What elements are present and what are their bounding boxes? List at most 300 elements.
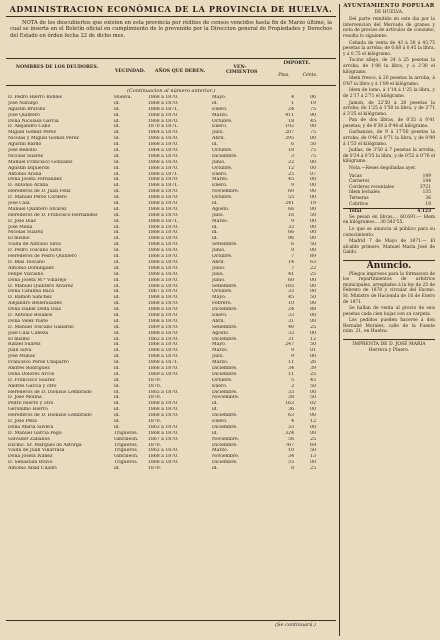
vecindad: id. — [114, 330, 120, 336]
vecindad: id. — [114, 183, 120, 189]
amount-ptas: 4 — [291, 418, 294, 424]
amount-cts: 00 — [310, 318, 316, 324]
slaughter-value: 3721 — [419, 184, 431, 190]
debtor-name: Nicolás Suarez — [8, 230, 44, 236]
debtor-name: Francisco Perez Chaparro — [8, 360, 69, 366]
due-month: id. — [212, 224, 218, 230]
debtor-name: Salvador Zaballos — [8, 436, 50, 442]
years-owed: 1870. — [148, 466, 162, 472]
due-month: Mayo. — [212, 295, 227, 301]
amount-ptas: 2 — [291, 383, 294, 389]
debtor-name: D. Manuel Perez Cordero — [8, 195, 67, 201]
vecindad: id. — [114, 295, 120, 301]
vecindad: id. — [114, 395, 120, 401]
slaughter-value: 144 — [422, 179, 431, 185]
years-owed: 1866 á 1870. — [148, 342, 179, 348]
amount-ptas: 38 — [288, 395, 294, 401]
amount-cts: 00 — [310, 389, 316, 395]
debtor-name: D. José Molina — [8, 395, 42, 401]
amount-ptas: 241 — [285, 201, 294, 207]
years-owed: 1868 á 1870. — [148, 153, 179, 159]
years-owed: 1868 á 1870. — [148, 206, 179, 212]
due-month: Marzo. — [212, 112, 229, 118]
amount-ptas: 9 — [291, 183, 294, 189]
years-owed: 1868 á 1870. — [148, 259, 179, 265]
vecindad: id. — [114, 277, 120, 283]
due-month: Agosto. — [212, 206, 230, 212]
anuncio-body — [343, 272, 435, 336]
years-owed: 1868 á 1870. — [148, 201, 179, 207]
years-owed: 1868 á 1870. — [148, 177, 179, 183]
vecindad: id. — [114, 283, 120, 289]
amount-cts: 00 — [310, 460, 316, 466]
vecindad: id. — [114, 354, 120, 360]
debtor-name: Doña Josefa Fernandez — [8, 177, 62, 183]
printer-footer: IMPRENTA DE D. JOSÉ MARÍA Herrera y Pinero. — [343, 339, 435, 353]
amount-ptas: 16 — [288, 212, 294, 218]
vecindad: id. — [114, 177, 120, 183]
amount-ptas: 6 — [291, 242, 294, 248]
due-month: Enero. — [212, 106, 228, 112]
vecindad: id. — [114, 189, 120, 195]
years-owed: 1869 á 1870. — [148, 324, 179, 330]
intro-paragraph: NOTA de los descubiertos que existen en esta provincia por réditos de censos vencidos hasta fin de Marzo último, la cual se inserta en el Boletín oficial en cumplimiento de lo prevenido por la Direccion general de Propiedades y Derechos del Estado en órden fecha 22 de dicho mes. — [10, 20, 332, 39]
amount-cts: 00 — [310, 124, 316, 130]
debtor-name: D. José Diaz — [8, 218, 36, 224]
amount-cts: 00 — [310, 312, 316, 318]
years-owed: 1866 á 1870. — [148, 136, 179, 142]
amount-cts: 00 — [310, 195, 316, 201]
amount-cts: 75 — [310, 148, 316, 154]
years-owed: 1868 á 1870. — [148, 401, 179, 407]
debtor-name: José Quintero — [8, 112, 40, 118]
amount-ptas: 60 — [288, 277, 294, 283]
amount-ptas: 18 — [288, 148, 294, 154]
amount-ptas: 33 — [288, 289, 294, 295]
amount-ptas: 7 — [291, 265, 294, 271]
years-owed: 1868 á 1870. — [148, 265, 179, 271]
due-month: Octubre. — [212, 254, 233, 260]
amount-ptas: 163 — [285, 401, 294, 407]
years-owed: 1869 á 1870. — [148, 371, 179, 377]
amount-ptas: 96 — [288, 236, 294, 242]
debtor-name: Doña Catalina Baca — [8, 289, 54, 295]
vecindad: Trigueros. — [114, 460, 139, 466]
amount-ptas: 33 — [288, 224, 294, 230]
amount-ptas: 767 — [285, 442, 294, 448]
slaughter-label: Cabritos — [349, 201, 368, 207]
due-month: Setiembre. — [212, 242, 238, 248]
years-owed: 1868 á 1870. — [148, 330, 179, 336]
amount-cts: 25 — [310, 324, 316, 330]
vecindad: id. — [114, 171, 120, 177]
amount-cts: 12 — [310, 336, 316, 342]
amount-cts: 00 — [310, 230, 316, 236]
vecindad: id. — [114, 254, 120, 260]
due-month: id. — [212, 466, 218, 472]
vecindad: id. — [114, 318, 120, 324]
due-month: Noviembre. — [212, 189, 240, 195]
amount-ptas: 31 — [288, 336, 294, 342]
vecindad: id. — [114, 324, 120, 330]
vecindad: Trigueros. — [114, 448, 139, 454]
debtor-name: Doña Velez Yuste — [8, 318, 48, 324]
due-month: id. — [212, 407, 218, 413]
amount-cts: 00 — [310, 177, 316, 183]
amount-cts: 25 — [310, 466, 316, 472]
vecindad: id. — [114, 424, 120, 430]
debtor-name: Rafael Suarez — [8, 342, 41, 348]
years-owed: 1868 á 1870. — [148, 165, 179, 171]
due-month: Enero. — [212, 171, 228, 177]
amount-cts: 89 — [310, 254, 316, 260]
due-month: Mayo. — [212, 342, 227, 348]
debtor-name: Doña Nicolasa Garcia — [8, 118, 59, 124]
due-month: Setiembre. — [212, 324, 238, 330]
due-month: Diciembre. — [212, 371, 238, 377]
years-owed: 1863 á 1870. — [148, 424, 179, 430]
amount-cts: 75 — [310, 130, 316, 136]
debtor-name: D. Manuel Quintero Alvarez — [8, 283, 74, 289]
amount-cts: 00 — [310, 277, 316, 283]
debtor-name: D. Alejandro Cano — [8, 124, 51, 130]
table-row — [6, 466, 336, 472]
debtor-name: José Cala — [8, 201, 30, 207]
due-month: Octubre. — [212, 289, 233, 295]
vecindad: id. — [114, 106, 120, 112]
debtor-name: Andrés Rodriguez — [8, 365, 50, 371]
vecindad: id. — [114, 265, 120, 271]
amount-cts: 39 — [310, 365, 316, 371]
amount-cts: 13 — [310, 454, 316, 460]
years-owed: 1868 á 1870. — [148, 242, 179, 248]
amount-ptas: 9 — [291, 348, 294, 354]
sidebar-column — [343, 4, 435, 353]
debtor-name: José Cala Cabeza — [8, 330, 49, 336]
amount-cts: 50 — [310, 342, 316, 348]
amount-cts: 06 — [310, 95, 316, 100]
amount-cts: 01 — [310, 348, 316, 354]
due-month: Julio. — [212, 354, 224, 360]
debtor-name: José Muñoz — [8, 354, 35, 360]
due-month: Abril. — [212, 136, 225, 142]
years-owed: 1868 á 1870. — [148, 454, 179, 460]
due-month: Abril. — [212, 318, 225, 324]
amount-ptas: 33 — [288, 312, 294, 318]
amount-cts: 00 — [310, 407, 316, 413]
debtor-name: D. Manuel Toscano Gallardo — [8, 324, 74, 330]
vecindad: id. — [114, 242, 120, 248]
debtor-name: Agustin Bravillo — [8, 106, 46, 112]
vecindad: Trigueros. — [114, 442, 139, 448]
slaughter-label: Idem lechales — [349, 190, 380, 196]
due-month: Junio. — [212, 248, 226, 254]
due-month: Marzo. — [212, 218, 229, 224]
vecindad: id. — [114, 401, 120, 407]
amount-cts: 00 — [310, 136, 316, 142]
slaughter-label: Corderos recentales — [349, 184, 395, 190]
debtor-name: Doña María Silvera — [8, 424, 54, 430]
debtor-name: D. Pedro Hierro Robles — [8, 95, 62, 100]
years-owed: 1868 á 1870. — [148, 301, 179, 307]
due-month: Setiembre. — [212, 283, 238, 289]
debtor-name: D. Antonio Arana — [8, 183, 48, 189]
amount-cts: 50 — [310, 212, 316, 218]
amount-cts: 50 — [310, 142, 316, 148]
amount-ptas: 247 — [285, 342, 294, 348]
debtor-name: D. Sebastian Bravo — [8, 460, 53, 466]
debtor-name: Nicolás y Miguel Gomez Perez — [8, 136, 79, 142]
amount-cts: 22 — [310, 265, 316, 271]
amount-cts: 25 — [310, 271, 316, 277]
amount-cts: 00 — [310, 159, 316, 165]
years-owed: 1864 á 1870. — [148, 130, 179, 136]
amount-ptas: 1 — [291, 100, 294, 106]
debtor-name: D. Pedro Toscano Silva — [8, 248, 62, 254]
continuation-note-bottom: (Se continuará.) — [6, 620, 336, 628]
vecindad: id. — [114, 136, 120, 142]
years-owed: 1868 á 1870. — [148, 236, 179, 242]
due-month: Julio. — [212, 130, 224, 136]
debtor-name: Antonio Arana — [8, 171, 42, 177]
amount-ptas: 24 — [288, 307, 294, 313]
debtor-name: Viuda de Juan Villarrasa — [8, 448, 65, 454]
amount-ptas: 33 — [288, 389, 294, 395]
due-month: id. — [212, 236, 218, 242]
amount-cts: 75 — [310, 153, 316, 159]
slaughter-value: 18 — [425, 201, 431, 207]
vecindad: id. — [114, 130, 120, 136]
debtor-name: José Rebollo — [8, 148, 37, 154]
header-name: NOMBRES DE LOS DEUDORES. — [15, 65, 99, 70]
amount-ptas: 22 — [288, 159, 294, 165]
vecindad: id. — [114, 153, 120, 159]
anuncio-paragraph: Se hallan de venta al precio de seis pesetas cada cien hojas con su carpeta. — [343, 306, 435, 317]
anuncio-paragraph: Los pedidos pueden hacerse á don Bernabé Morales, calle de la Fuente núm. 21, en Huelva. — [343, 318, 435, 335]
debtor-name: Viuda de Antonio Silva — [8, 242, 61, 248]
vecindad: id. — [114, 312, 120, 318]
debtor-name: Juan Silva — [8, 348, 32, 354]
debtor-name: Excmo. Sr. Marqués de Astorga — [8, 442, 82, 448]
due-month: Marzo. — [212, 360, 229, 366]
years-owed: 1868 á 1870. — [148, 112, 179, 118]
debtor-name: Doña Isabel Doda Diaz — [8, 307, 62, 313]
years-owed: 1862 á 1870. — [148, 336, 179, 342]
amount-ptas: 55 — [288, 460, 294, 466]
price-paragraph: Del parte remitido en este dia por la intervencion del Mercado de granos y nota de precios de artículos de consumo, resulta lo siguiente: — [343, 17, 435, 39]
amount-cts: 00 — [310, 206, 316, 212]
debtor-name: D. Ramon Sanchez — [8, 295, 52, 301]
amount-cts: 00 — [310, 165, 316, 171]
vecindad: id. — [114, 159, 120, 165]
sidebar-title: AYUNTAMIENTO POPULAR — [343, 3, 435, 9]
slaughter-label: Vacas — [349, 173, 362, 179]
years-owed: 1868 á 1870. — [148, 118, 179, 124]
vecindad: id. — [114, 348, 120, 354]
vecindad: id. — [114, 124, 120, 130]
amount-cts: 00 — [310, 248, 316, 254]
debtor-name: Antonio Abad Cuadri — [8, 466, 57, 472]
amount-cts: 02 — [310, 401, 316, 407]
amount-cts: 50 — [310, 295, 316, 301]
vecindad: id. — [114, 360, 120, 366]
amount-cts: 25 — [310, 436, 316, 442]
amount-cts: 00 — [310, 236, 316, 242]
vecindad: id. — [114, 271, 120, 277]
years-owed: 1868 á 1871. — [148, 106, 179, 112]
amount-ptas: 207 — [285, 130, 294, 136]
due-month: id. — [212, 201, 218, 207]
amount-ptas: 41 — [288, 271, 294, 277]
years-owed: 1868 á 1870. — [148, 413, 179, 419]
years-owed: 1868 á 1871. — [148, 171, 179, 177]
years-owed: 1868 á 1870. — [148, 312, 179, 318]
debtor-name: Doña Josefa Ivañez — [8, 454, 53, 460]
slaughter-value: 135 — [422, 190, 431, 196]
vecindad: id. — [114, 206, 120, 212]
due-month: Marzo. — [212, 448, 229, 454]
vecindad: id. — [114, 165, 120, 171]
debtor-name: Herederos de D. Juan Feliz — [8, 189, 71, 195]
amount-cts: 50 — [310, 448, 316, 454]
years-owed: 1868 á 1870. — [148, 159, 179, 165]
slaughter-total-value: 4.123 — [417, 209, 431, 215]
vecindad: id. — [114, 224, 120, 230]
vecindad: id. — [114, 289, 120, 295]
debtor-name: Felipe Vizcaino — [8, 271, 44, 277]
amount-cts: 12 — [310, 418, 316, 424]
slaughter-label: Carneros — [349, 179, 370, 185]
vecindad: id. — [114, 407, 120, 413]
amount-cts: 00 — [310, 330, 316, 336]
amount-cts: 50 — [310, 242, 316, 248]
price-paragraph: Jamon, de 22'50 á 28 pesetas la arroba; de 1'25 á 1'50 la libra, y de 2'71 á 3'25 el kilógramo. — [343, 100, 435, 117]
debtor-name: Herederos de Pedro Quintero — [8, 254, 77, 260]
due-month: id. — [212, 230, 218, 236]
years-owed: 1870. — [148, 383, 162, 389]
amount-ptas: 3 — [291, 153, 294, 159]
amount-ptas: 56 — [288, 436, 294, 442]
amount-ptas: 36 — [288, 407, 294, 413]
amount-ptas: 8 — [291, 466, 294, 472]
slaughter-note-title: Nota.—Reses degolladas ayer. — [349, 166, 417, 172]
amount-ptas: 10 — [288, 301, 294, 307]
due-month: id. — [212, 401, 218, 407]
years-owed: 1870. — [148, 377, 162, 383]
debtor-name: Gerónimo Hierro — [8, 407, 48, 413]
years-owed: 1868 á 1870. — [148, 248, 179, 254]
years-owed: 1867 á 1870. — [148, 436, 179, 442]
debtor-name: D. Blas Toscano — [8, 259, 45, 265]
debtor-name: Alejandro Bellerasades — [8, 301, 62, 307]
debtors-table-body — [6, 95, 336, 472]
years-owed: 1868 á 1870. — [148, 430, 179, 436]
amount-cts: 00 — [310, 183, 316, 189]
vecindad: id. — [114, 142, 120, 148]
due-month: Octubre. — [212, 377, 233, 383]
sidebar-closing — [343, 215, 435, 256]
amount-ptas: 10 — [288, 448, 294, 454]
debtor-name: Andrés Garcia y otro — [8, 383, 57, 389]
debtor-name: Agustin Bardo — [8, 142, 42, 148]
slaughter-value: 36 — [425, 196, 431, 201]
due-month: Enero. — [212, 383, 228, 389]
amount-ptas: 18 — [288, 118, 294, 124]
column-divider — [339, 4, 340, 636]
due-month: Diciembre. — [212, 365, 238, 371]
vecindad: id. — [114, 383, 120, 389]
amount-ptas: 12 — [288, 165, 294, 171]
due-month: Noviembre. — [212, 395, 240, 401]
amount-ptas: 11 — [288, 371, 294, 377]
amount-ptas: 45 — [288, 177, 294, 183]
amount-cts: 63 — [310, 259, 316, 265]
vecindad: id. — [114, 413, 120, 419]
due-month: id. — [212, 100, 218, 106]
due-month: Enero. — [212, 418, 228, 424]
amount-cts: 00 — [310, 189, 316, 195]
years-owed: 1868 á 1870. — [148, 189, 179, 195]
vecindad: id. — [114, 230, 120, 236]
due-month: Julio. — [212, 271, 224, 277]
debtor-name: Doña Dolores Arcos — [8, 371, 55, 377]
due-month: Octubre. — [212, 118, 233, 124]
years-owed: 1868 á 1870. — [148, 142, 179, 148]
amount-ptas: 6 — [291, 142, 294, 148]
debtor-name: D. José Pena — [8, 418, 37, 424]
years-owed: 1868 á 1870. — [148, 365, 179, 371]
debtor-name: Herederos de D. Dionisio Lembrado — [8, 389, 92, 395]
vecindad: id. — [114, 100, 120, 106]
years-owed: 1870. — [148, 442, 162, 448]
slaughter-total-row — [343, 208, 435, 215]
amount-cts: 07 — [310, 171, 316, 177]
due-month: Diciembre. — [212, 442, 238, 448]
closing-paragraph: Madrid 7 de Mayo de 1871.— El alcalde primero, Manuel María José de Galdo. — [343, 239, 435, 256]
vecindad: id. — [114, 218, 120, 224]
amount-ptas: 9 — [291, 354, 294, 360]
years-owed: 1868 á 1870. — [148, 407, 179, 413]
amount-cts: 00 — [310, 413, 316, 419]
amount-ptas: 40 — [288, 324, 294, 330]
due-month: Enero. — [212, 312, 228, 318]
header-importe: IMPORTE. — [283, 61, 311, 66]
amount-cts: 00 — [310, 301, 316, 307]
price-paragraph: Pan de dos libras, de 0'35 á 0'41 pesetas; y de 0'38 á 0'44 el kilógramo. — [343, 118, 435, 129]
amount-cts: 19 — [310, 100, 316, 106]
header-years: AÑOS QUE DEBEN. — [154, 69, 206, 74]
due-month: Junio. — [212, 277, 226, 283]
header-due: VEN- CIMIENTOS — [226, 65, 258, 75]
closing-paragraph: Se pesan en libras.... 60.691.— Idem en kilógramos... 30.543'55. — [343, 214, 435, 226]
due-month: id. — [212, 430, 218, 436]
years-owed: 1868 á 1871. — [148, 360, 179, 366]
vecindad: Gibraleon. — [114, 454, 139, 460]
slaughter-total-label: Total — [349, 209, 362, 215]
due-month: Noviembre. — [212, 436, 240, 442]
price-paragraph: Garbanzos, de 9 á 17'50 pesetas la arroba; de 0'46 á 0'71 la libra, y de 0'99 á 1'53 el kilógramo. — [343, 130, 435, 147]
amount-cts: 69 — [310, 442, 316, 448]
amount-ptas: 33 — [288, 424, 294, 430]
amount-ptas: 66 — [288, 230, 294, 236]
vecindad: id. — [114, 371, 120, 377]
years-owed: 1868 á 1870. — [148, 224, 179, 230]
price-paragraph: Cebada de venta de 43 á 50 á 43,75 pesetas la arroba; de 0,68 á 0,45 la libra, y á 0,75 el kilógramo. — [343, 40, 435, 57]
due-month: Octubre. — [212, 165, 233, 171]
due-month: id. — [212, 142, 218, 148]
amount-cts: 26 — [310, 360, 316, 366]
due-month: Abril. — [212, 259, 225, 265]
